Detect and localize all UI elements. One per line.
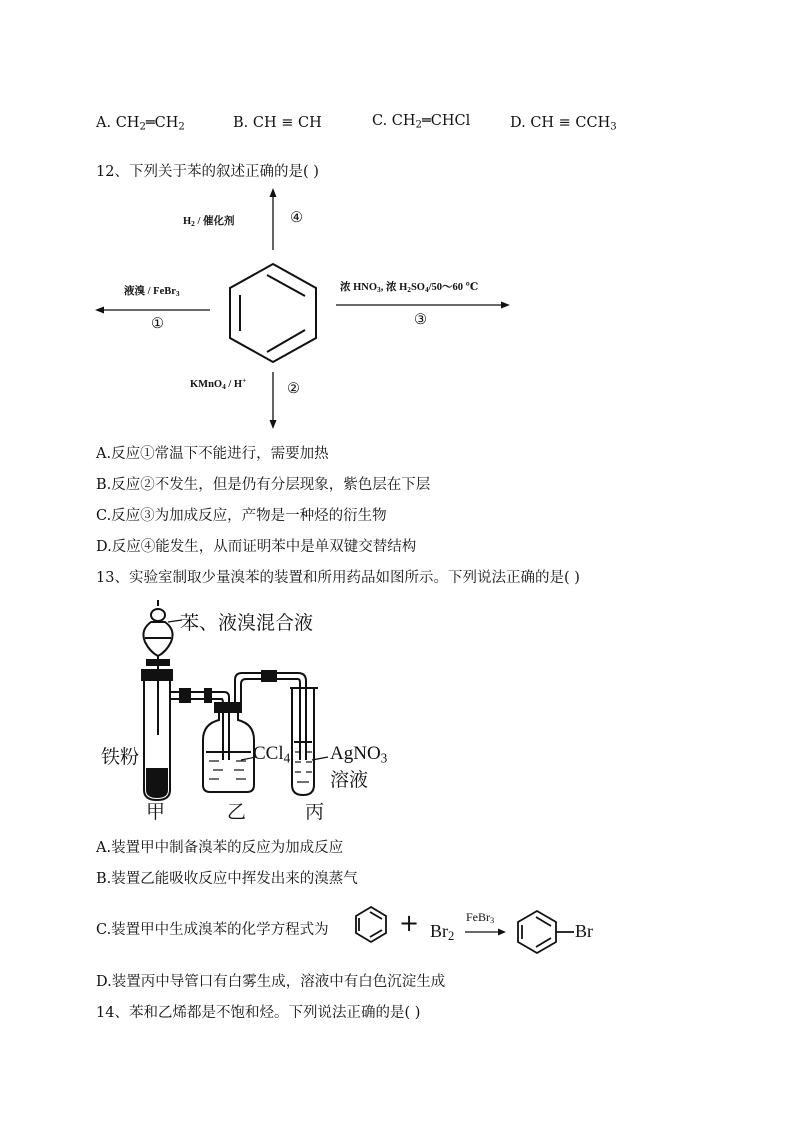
q11-option-b: B. CH ≡ CH — [233, 115, 322, 131]
q13-option-b: B.装置乙能吸收反应中挥发出来的溴蒸气 — [96, 871, 358, 887]
q12-stem: 12、下列关于苯的叙述正确的是( ) — [96, 164, 319, 180]
q14-stem: 14、苯和乙烯都是不饱和烃。下列说法正确的是( ) — [96, 1005, 421, 1021]
q13-stem: 13、实验室制取少量溴苯的装置和所用药品如图所示。下列说法正确的是( ) — [96, 570, 580, 586]
reaction-number-2: ② — [287, 381, 300, 397]
plus-sign: + — [399, 909, 420, 937]
benzene-reactant-icon — [356, 907, 386, 942]
q13-option-a: A.装置甲中制备溴苯的反应为加成反应 — [96, 840, 344, 856]
q11-option-c: C. $CH_2═CHCl$ — [372, 113, 471, 131]
label-jia: 甲 — [146, 801, 166, 823]
q13-option-c: C.装置甲中生成溴苯的化学方程式为 — [96, 922, 329, 938]
q12-option-d: D.反应④能发生，从而证明苯中是单双键交替结构 — [96, 539, 417, 555]
bromobenzene-product-icon — [518, 911, 574, 953]
reagent-left-label: 液溴 / FeBr$_3$ — [124, 286, 180, 298]
q12-option-a: A.反应①常温下不能进行，需要加热 — [96, 446, 329, 462]
q11-option-d: D. CH ≡ $CCH_3$ — [510, 115, 617, 133]
q11-option-a: A. $CH_2═CH_2$ — [96, 115, 185, 133]
q12-option-b: B.反应②不发生，但是仍有分层现象，紫色层在下层 — [96, 477, 431, 493]
funnel-label: 苯、液溴混合液 — [180, 612, 314, 634]
q13-option-d: D.装置丙中导管口有白雾生成，溶液中有白色沉淀生成 — [96, 974, 446, 990]
reaction-number-1: ① — [151, 316, 164, 332]
reagent-top-label: $H_2$ / 催化剂 — [183, 216, 235, 228]
catalyst-label: FeBr$_3$ — [466, 910, 495, 926]
q12-option-c: C.反应③为加成反应，产物是一种烃的衍生物 — [96, 508, 387, 524]
reaction-number-4: ④ — [290, 210, 303, 226]
solution-label: 溶液 — [330, 769, 369, 791]
reagent-right-label: 浓 $HNO_3$, 浓 $H_2SO_4/50\sim 60$ ℃ — [340, 282, 479, 294]
agno3-label: AgNO$_3$ — [330, 743, 388, 766]
label-yi: 乙 — [227, 801, 247, 823]
ccl4-label: CCl$_4$ — [253, 743, 291, 766]
product-br-label: Br — [575, 921, 593, 941]
br2-label: $Br_2$ — [430, 921, 455, 944]
iron-powder-label: 铁粉 — [101, 746, 140, 768]
reaction-number-3: ③ — [414, 312, 427, 328]
label-bing: 丙 — [305, 801, 325, 823]
reagent-bottom-label: KMnO$_4$ / H+ — [190, 375, 247, 391]
